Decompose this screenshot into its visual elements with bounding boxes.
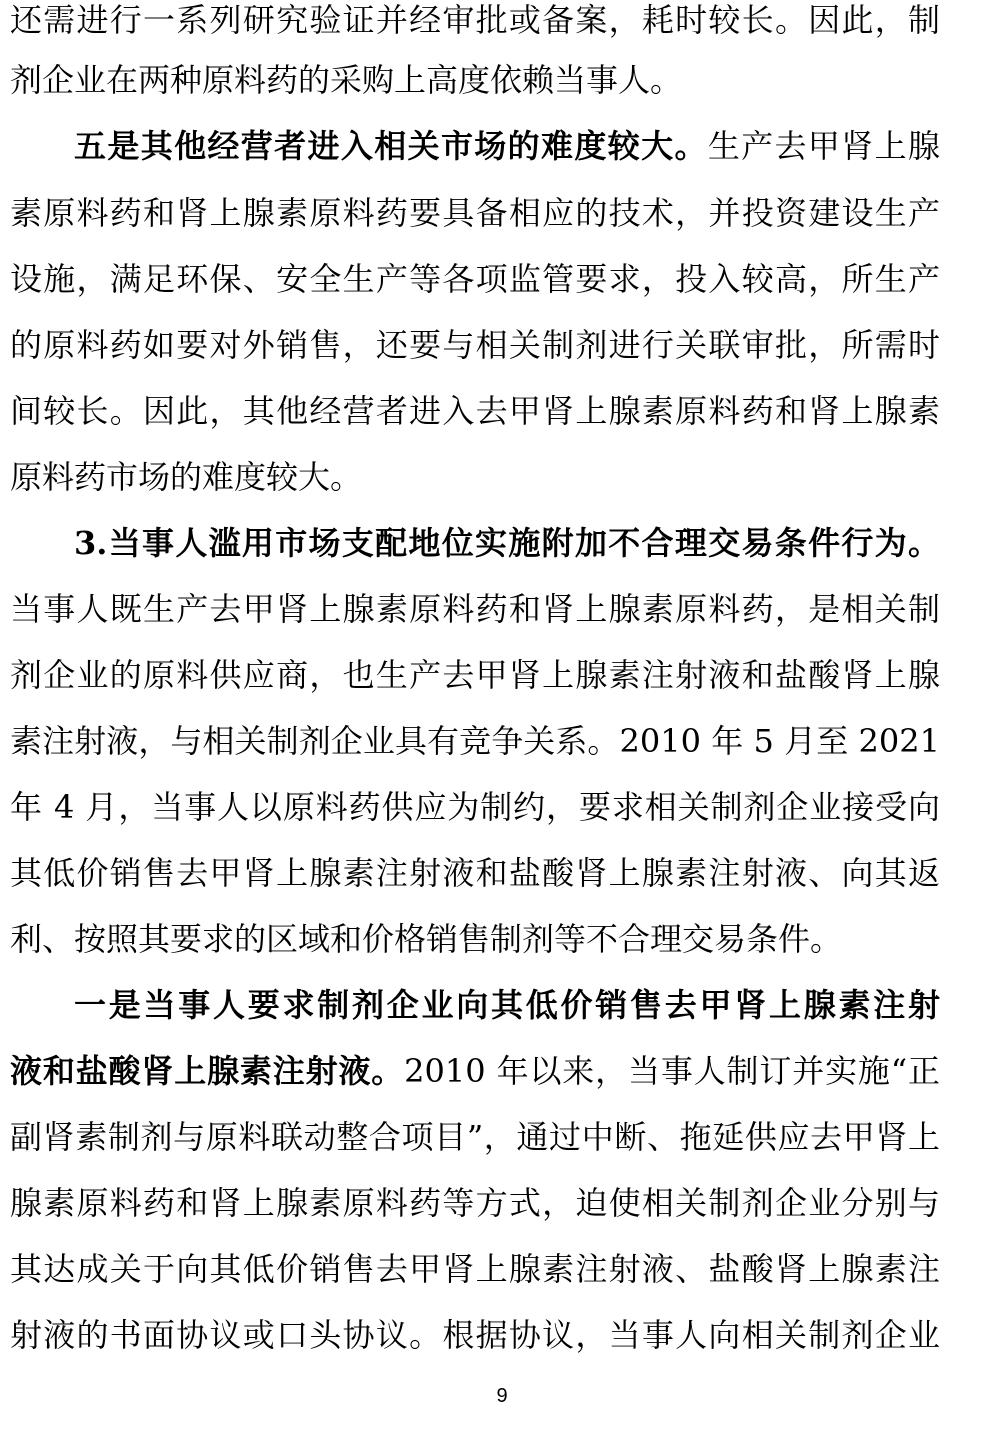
line-text: 剂企业在两种原料药的采购上高度依赖当事人。 <box>10 61 683 99</box>
paragraph-line <box>10 391 940 451</box>
paragraph-line <box>10 325 940 385</box>
paragraph-line <box>10 1117 940 1177</box>
paragraph-line <box>10 655 940 715</box>
line-text: 的原料药如要对外销售，还要与相关制剂进行关联审批，所需时 <box>10 326 940 364</box>
bold-heading-text: 一是当事人要求制剂企业向其低价销售去甲肾上腺素注射 <box>74 986 940 1024</box>
line-text: 年 4 月，当事人以原料药供应为制约，要求相关制剂企业接受向 <box>10 788 940 826</box>
line-text: 其达成关于向其低价销售去甲肾上腺素注射液、盐酸肾上腺素注 <box>10 1250 940 1288</box>
line-text: 间较长。因此，其他经营者进入去甲肾上腺素原料药和肾上腺素 <box>10 392 940 430</box>
line-text: 射液的书面协议或口头协议。根据协议，当事人向相关制剂企业 <box>10 1316 940 1354</box>
line-text: 剂企业的原料供应商，也生产去甲肾上腺素注射液和盐酸肾上腺 <box>10 656 940 694</box>
line-text: 利、按照其要求的区域和价格销售制剂等不合理交易条件。 <box>10 920 843 958</box>
bold-heading-text: 3.当事人滥用市场支配地位实施附加不合理交易条件行为。 <box>74 524 940 562</box>
paragraph-line <box>10 721 940 781</box>
paragraph-line <box>10 1315 940 1375</box>
line-text: 当事人既生产去甲肾上腺素原料药和肾上腺素原料药，是相关制 <box>10 590 940 628</box>
paragraph-line <box>74 126 940 186</box>
line-text: 生产去甲肾上腺 <box>707 127 940 165</box>
paragraph-line <box>10 1051 940 1111</box>
line-text: 原料药市场的难度较大。 <box>10 458 363 496</box>
section-heading <box>74 523 940 583</box>
line-text: 还需进行一系列研究验证并经审批或备案，耗时较长。因此，制 <box>10 1 940 39</box>
line-text: 素原料药和肾上腺素原料药要具备相应的技术，并投资建设生产 <box>10 194 940 232</box>
page-number: 9 <box>496 1385 508 1407</box>
bold-heading-text: 五是其他经营者进入相关市场的难度较大。 <box>74 127 708 165</box>
paragraph-line <box>10 853 940 913</box>
line-text: 腺素原料药和肾上腺素原料药等方式，迫使相关制剂企业分别与 <box>10 1184 940 1222</box>
line-text: 2010 年以来，当事人制订并实施“正 <box>404 1052 940 1090</box>
paragraph-line <box>10 787 940 847</box>
line-text: 设施，满足环保、安全生产等各项监管要求，投入较高，所生产 <box>10 260 940 298</box>
line-text: 素注射液，与相关制剂企业具有竞争关系。2010 年 5 月至 2021 <box>10 722 940 760</box>
paragraph-line <box>10 457 940 517</box>
paragraph-line <box>10 589 940 649</box>
paragraph-line <box>10 193 940 253</box>
paragraph-line <box>10 259 940 319</box>
paragraph-line <box>74 985 940 1045</box>
paragraph-line <box>10 919 940 979</box>
paragraph-line <box>10 1249 940 1309</box>
paragraph-line <box>10 0 940 60</box>
bold-heading-text: 液和盐酸肾上腺素注射液。 <box>10 1052 405 1090</box>
paragraph-line <box>10 1183 940 1243</box>
paragraph-line <box>10 60 940 120</box>
line-text: 其低价销售去甲肾上腺素注射液和盐酸肾上腺素注射液、向其返 <box>10 854 940 892</box>
line-text: 副肾素制剂与原料联动整合项目”，通过中断、拖延供应去甲肾上 <box>10 1118 940 1156</box>
